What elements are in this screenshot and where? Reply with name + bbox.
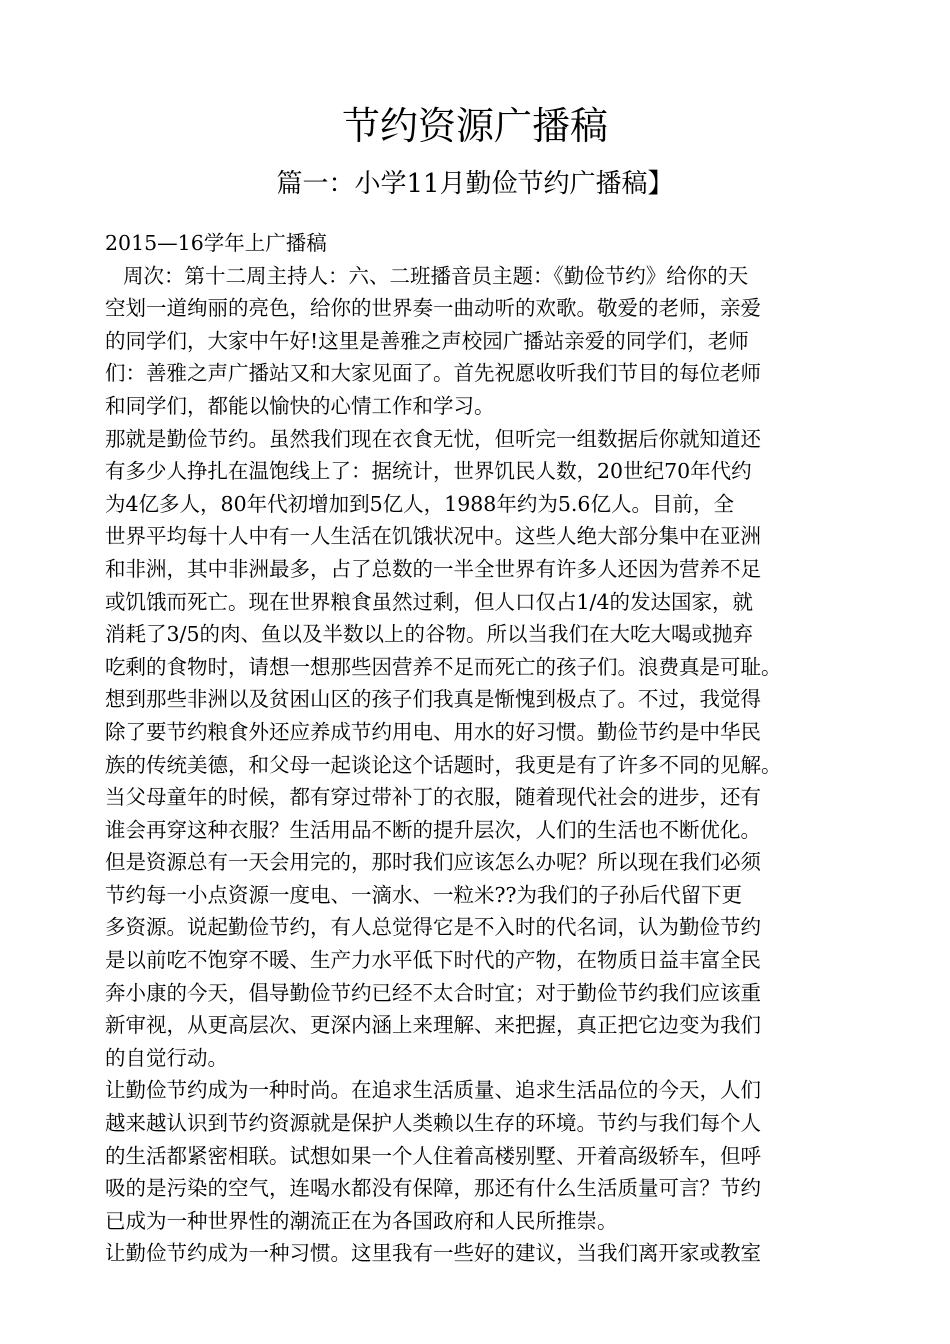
body-line: 有多少人挣扎在温饱线上了：据统计，世界饥民人数，20世纪70年代约 <box>105 459 752 484</box>
body-line: 们：善雅之声广播站又和大家见面了。首先祝愿收听我们节目的每位老师 <box>105 361 761 386</box>
body-line: 的同学们，大家中午好!这里是善雅之声校园广播站亲爱的同学们，老师 <box>105 328 749 353</box>
body-line: 的生活都紧密相联。试想如果一个人住着高楼别墅、开着高级轿车，但呼 <box>105 1143 761 1168</box>
body-line: 消耗了3/5的肉、鱼以及半数以上的谷物。所以当我们在大吃大喝或抛弃 <box>105 622 753 647</box>
body-line: 和同学们，都能以愉快的心情工作和学习。 <box>105 393 495 418</box>
body-line: 吸的是污染的空气，连喝水都没有保障，那还有什么生活质量可言？节约 <box>105 1176 761 1201</box>
document-title: 节约资源广播稿 <box>341 104 608 148</box>
body-line: 是以前吃不饱穿不暖、生产力水平低下时代的产物，在物质日益丰富全民 <box>105 948 761 973</box>
body-line: 让勤俭节约成为一种习惯。这里我有一些好的建议，当我们离开家或教室 <box>105 1241 761 1266</box>
body-line: 新审视，从更高层次、更深内涵上来理解、来把握，真正把它边变为我们 <box>105 1013 761 1038</box>
body-line: 族的传统美德，和父母一起谈论这个话题时，我更是有了许多不同的见解。 <box>105 752 782 777</box>
body-line: 吃剩的食物时，请想一想那些因营养不足而死亡的孩子们。浪费真是可耻。 <box>105 654 782 679</box>
document-body <box>105 227 865 1270</box>
body-line: 空划一道绚丽的亮色，给你的世界奏一曲动听的欢歌。敬爱的老师，亲爱 <box>105 296 761 321</box>
body-line: 多资源。说起勤俭节约，有人总觉得它是不入时的代名词，认为勤俭节约 <box>105 915 761 940</box>
body-line: 那就是勤俭节约。虽然我们现在衣食无忧，但听完一组数据后你就知道还 <box>105 426 761 451</box>
body-line: 让勤俭节约成为一种时尚。在追求生活质量、追求生活品位的今天，人们 <box>105 1078 761 1103</box>
body-line: 但是资源总有一天会用完的，那时我们应该怎么办呢？所以现在我们必须 <box>105 850 761 875</box>
body-line: 已成为一种世界性的潮流正在为各国政府和人民所推崇。 <box>105 1208 618 1233</box>
body-line: 奔小康的今天，倡导勤俭节约已经不太合时宜；对于勤俭节约我们应该重 <box>105 980 761 1005</box>
body-line: 除了要节约粮食外还应养成节约用电、用水的好习惯。勤俭节约是中华民 <box>105 719 761 744</box>
body-line: 的自觉行动。 <box>105 1045 228 1070</box>
body-line: 或饥饿而死亡。现在世界粮食虽然过剩，但人口仅占1/4的发达国家，就 <box>105 589 753 614</box>
body-line: 越来越认识到节约资源就是保护人类赖以生存的环境。节约与我们每个人 <box>105 1111 761 1136</box>
body-line: 和非洲，其中非洲最多，占了总数的一半全世界有许多人还因为营养不足 <box>105 556 761 581</box>
document-subtitle: 篇一：小学11月勤俭节约广播稿】 <box>276 169 674 199</box>
body-line: 世界平均每十人中有一人生活在饥饿状况中。这些人绝大部分集中在亚洲 <box>105 524 761 549</box>
body-line: 谁会再穿这种衣服？生活用品不断的提升层次，人们的生活也不断优化。 <box>105 817 761 842</box>
body-line: 为4亿多人，80年代初增加到5亿人，1988年约为5.6亿人。目前，全 <box>105 491 734 516</box>
body-line: 想到那些非洲以及贫困山区的孩子们我真是惭愧到极点了。不过，我觉得 <box>105 687 761 712</box>
body-line: 当父母童年的时候，都有穿过带补丁的衣服，随着现代社会的进步，还有 <box>105 785 761 810</box>
body-line: 节约每一小点资源一度电、一滴水、一粒米??为我们的子孙后代留下更 <box>105 882 742 907</box>
body-line: 周次：第十二周主持人：六、二班播音员主题：《勤俭节约》给你的天 <box>123 263 749 288</box>
section-heading: 2015—16学年上广播稿 <box>105 231 327 255</box>
